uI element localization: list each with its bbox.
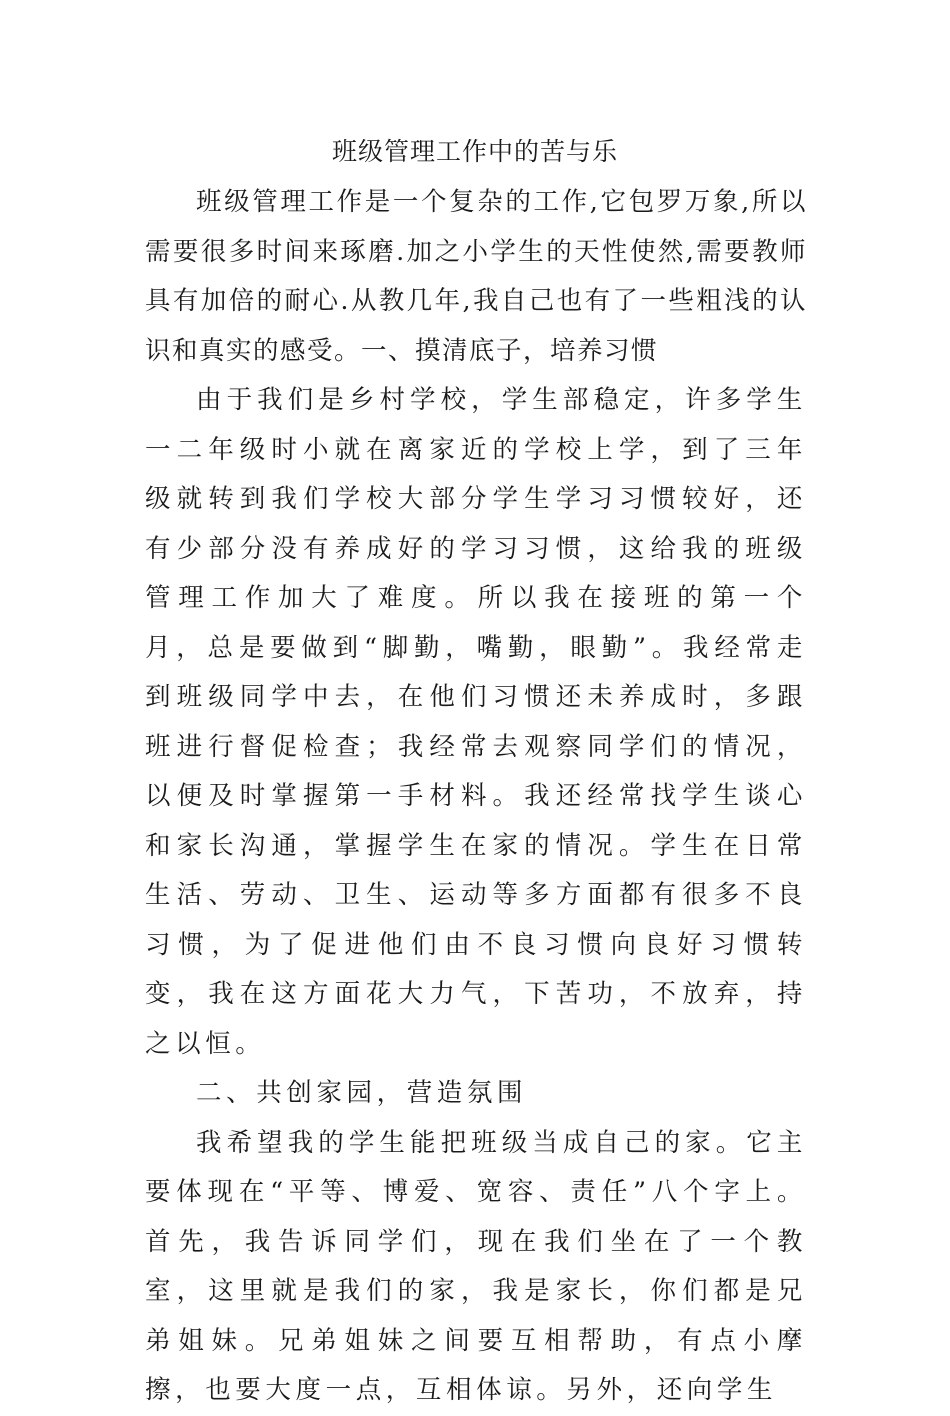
paragraph-habits: 由于我们是乡村学校，学生部稳定，许多学生一二年级时小就在离家近的学校上学，到了三年级就转到我们学校大部分学生学习习惯较好，还有少部分没有养成好的学习习惯，这给我的班级管理工作加大了难度。所以我在接班的第一个月，总是要做到“脚勤，嘴勤，眼勤”。我经常走到班级同学中去，在他们习惯还未养成时，多跟班进行督促检查；我经常去观察同学们的情况，以便及时掌握第一手材料。我还经常找学生谈心和家长沟通，掌握学生在家的情况。学生在日常生活、劳动、卫生、运动等多方面都有很多不良习惯，为了促进他们由不良习惯向良好习惯转变，我在这方面花大力气，下苦功，不放弃，持之以恒。: [145, 385, 807, 1059]
paragraph-home: 我希望我的学生能把班级当成自己的家。它主要体现在“平等、博爱、宽容、责任”八个字上。首先，我告诉同学们，现在我们坐在了一个教室，这里就是我们的家，我是家长，你们都是兄弟姐妹。兄弟姐妹之间要互相帮助，有点小摩擦，也要大度一点，互相体谅。另外，还向学生: [145, 1127, 807, 1405]
document-title: 班级管理工作中的苦与乐: [331, 137, 618, 166]
section-heading-home: 二、共创家园，营造氛围: [196, 1078, 528, 1108]
paragraph-intro: 班级管理工作是一个复杂的工作,它包罗万象,所以需要很多时间来琢磨.加之小学生的天性使然,需要教师具有加倍的耐心.从教几年,我自己也有了一些粗浅的认识和真实的感受。一、摸清底子，培养习惯: [145, 187, 807, 366]
document-body: [145, 178, 807, 1416]
